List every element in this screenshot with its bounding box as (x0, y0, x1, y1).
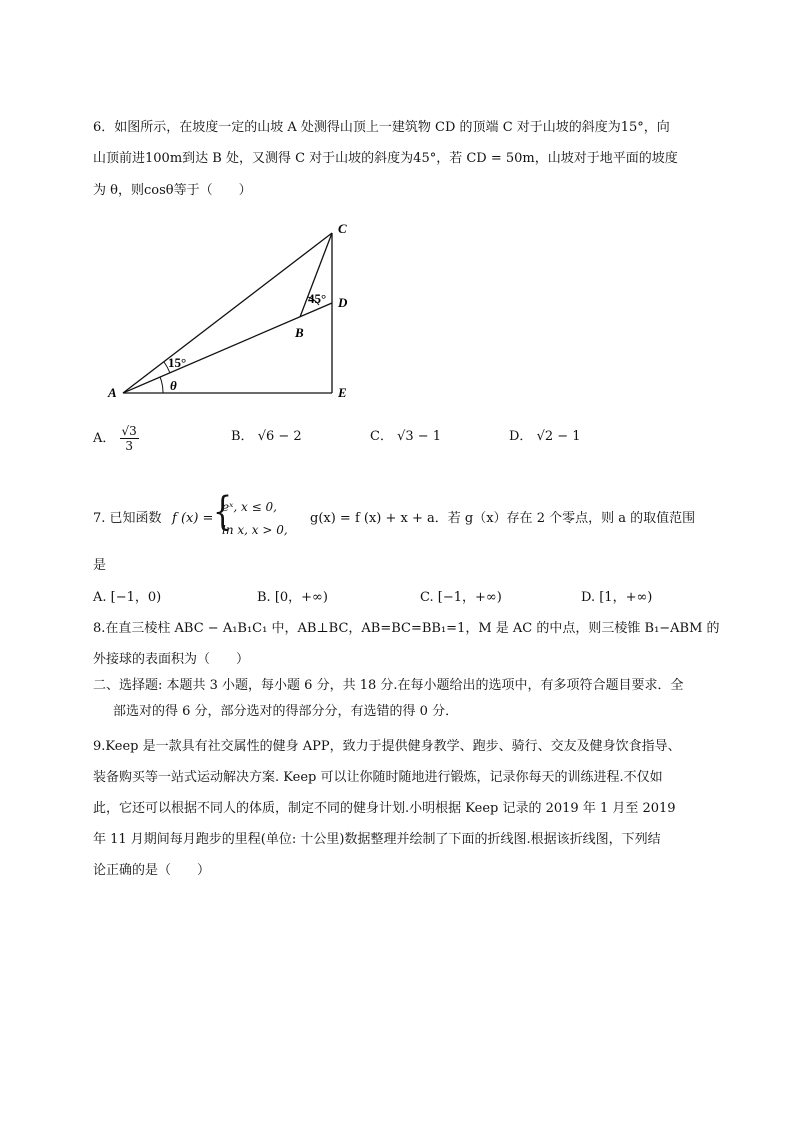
q6-option-b (231, 428, 302, 446)
section2-line-1: 二、选择题: 本题共 3 小题，每小题 6 分，共 18 分.在每小题给出的选项中，有多项符合题目要求．全 (93, 678, 684, 693)
q7-option-b: B. [0，+∞) (257, 590, 328, 605)
q7-suffix: g(x) = f (x) + x + a．若 g（x）存在 2 个零点，则 a 的取值范围 (310, 511, 696, 526)
q6-figure (100, 215, 360, 405)
q6-line-1: 6．如图所示，在坡度一定的山坡 A 处测得山顶上一建筑物 CD 的顶端 C 对于山坡的斜度为15°，向 (93, 120, 670, 135)
q6-option-a-numerator: √3 (121, 424, 137, 438)
q8-line-1: 8.在直三棱柱 ABC − A₁B₁C₁ 中，AB⊥BC，AB=BC=BB₁=1，M 是 AC 的中点，则三棱锥 B₁−ABM 的 (93, 621, 720, 636)
q7-prefix: 7. 已知函数 (93, 511, 162, 526)
q6-option-a-denominator: 3 (125, 439, 133, 453)
q6-option-c (370, 428, 441, 446)
q6-option-d-label: D． (509, 429, 533, 444)
q6-option-a-fraction (120, 424, 139, 453)
angle-theta-label: θ (170, 378, 177, 393)
q6-option-c-label: C． (370, 429, 393, 444)
q6-option-d-value: √2 − 1 (536, 429, 581, 444)
q9-line-1: 9.Keep 是一款具有社交属性的健身 APP，致力于提供健身教学、跑步、骑行、交友及健身饮食指导、 (93, 739, 681, 754)
q6-option-c-value: √3 − 1 (397, 429, 442, 444)
label-e: E (338, 385, 347, 400)
angle-15-label: 15° (168, 355, 187, 370)
angle-45-label: 45° (308, 291, 327, 306)
q8-line-2: 外接球的表面积为（ ） (93, 652, 250, 667)
q7-option-c: C. [−1，+∞) (420, 590, 502, 605)
q7-fx: f (x) = (172, 511, 214, 526)
q9-line-2: 装备购买等一站式运动解决方案. Keep 可以让你随时随地进行锻炼，记录你每天的训练进程.不仅如 (93, 770, 663, 785)
label-a: A (108, 385, 117, 400)
q7-option-d: D. [1，+∞) (581, 590, 653, 605)
q6-line-2: 山顶前进100m到达 B 处，又测得 C 对于山坡的斜度为45°，若 CD = 50m，山坡对于地平面的坡度 (93, 151, 678, 166)
q6-option-b-value: √6 − 2 (257, 429, 302, 444)
label-d: D (338, 295, 348, 310)
q6-option-a (93, 424, 139, 453)
q6-option-d (509, 428, 581, 446)
section2-line-2: 部选对的得 6 分，部分选对的得部分分，有选错的得 0 分． (113, 704, 459, 719)
q6-option-a-label: A． (93, 431, 116, 446)
q7-option-a: A. [−1，0) (93, 590, 162, 605)
q7-line-2: 是 (93, 558, 107, 573)
q9-line-3: 此，它还可以根据不同人的体质，制定不同的健身计划.小明根据 Keep 记录的 2019 年 1 月至 2019 (93, 801, 676, 816)
q9-line-4: 年 11 月期间每月跑步的里程(单位: 十公里)数据整理并绘制了下面的折线图.根据该折线图，下列结 (93, 832, 661, 847)
q9-line-5: 论正确的是（ ） (93, 863, 211, 878)
arc-theta (160, 377, 163, 393)
label-c: C (338, 221, 347, 236)
q7-brace: { (213, 489, 233, 536)
line-ac (123, 233, 332, 393)
q6-option-b-label: B． (231, 429, 254, 444)
label-b: B (295, 325, 304, 340)
q7-piece-2: ln x, x > 0, (222, 523, 288, 537)
q7-piece-1: eˣ, x ≤ 0, (222, 500, 277, 514)
q6-line-3: 为 θ，则cosθ等于（ ） (93, 183, 252, 198)
